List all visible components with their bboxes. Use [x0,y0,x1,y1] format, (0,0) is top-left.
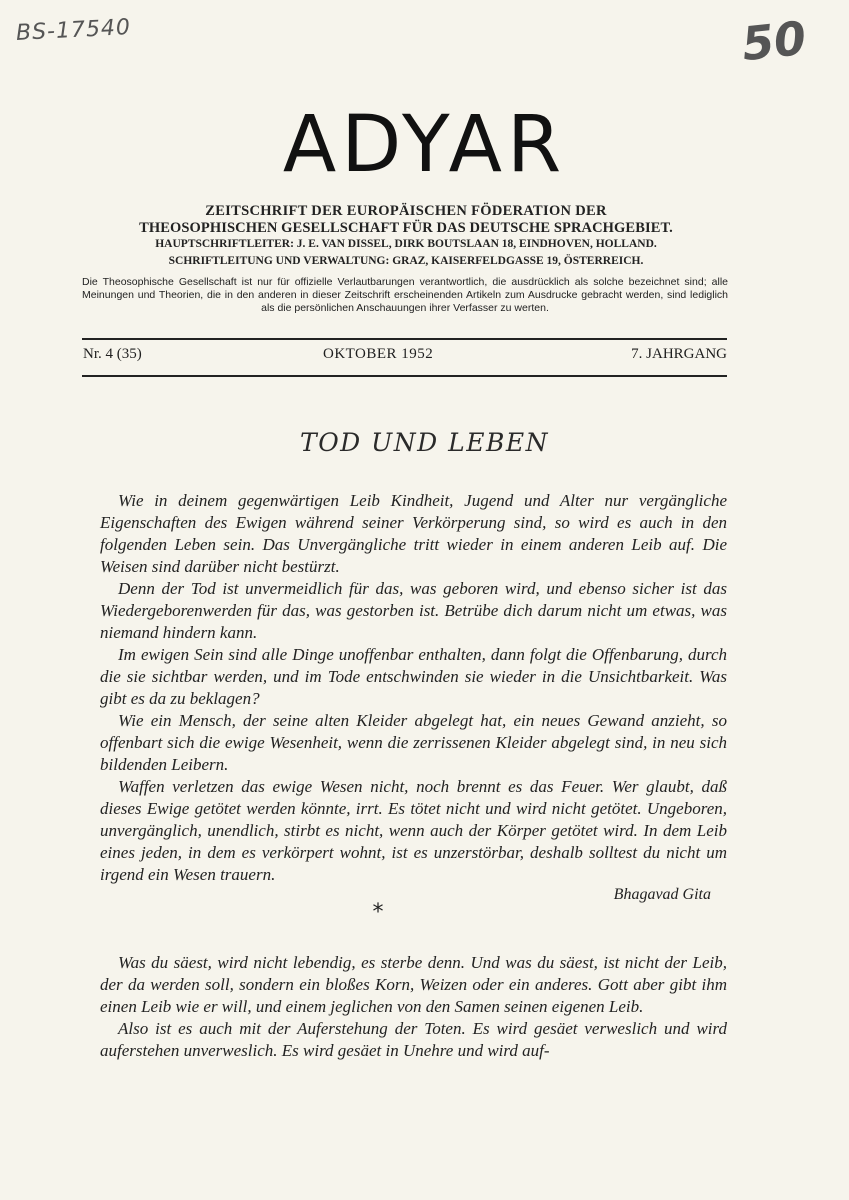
handwritten-number: 50 [739,10,809,72]
issue-volume: 7. JAHRGANG [631,346,727,362]
issue-date: OKTOBER 1952 [323,346,434,362]
paragraph: Wie ein Mensch, der seine alten Kleider abgelegt hat, ein neues Gewand anzieht, so offenbart sich die ewige Wesenheit, wenn die zerrissenen Kleider abgelegt sind, in neu sich bildenden Leibern. [100,711,727,774]
article-body-2 [100,952,727,1062]
paragraph: Was du säest, wird nicht lebendig, es sterbe denn. Und was du säest, ist nicht der Leib, der da werden soll, sondern ein bloßes Korn, Weizen oder ein anderes. Gott aber gibt ihm einen Leib wie er will, und einem jeglichen von den Samen seinen eigenen Leib. [100,953,727,1016]
article-body-1 [100,490,727,886]
paragraph: Denn der Tod ist unvermeidlich für das, was geboren wird, und ebenso sicher ist das Wiedergeborenwerden für das, was gestorben ist. Betrübe dich darum nicht um etwas, was niemand hindern kann. [100,579,727,642]
subtitle-line-1: ZEITSCHRIFT DER EUROPÄISCHEN FÖDERATION DER [205,203,607,219]
divider-top [82,338,727,340]
disclaimer: Die Theosophische Gesellschaft ist nur für offizielle Verlautbarungen verantwortlich, die ausdrücklich als solche bezeichnet sind; alle Meinungen und Theorien, die in den anderen in dieser Zeitschrift erscheinenden Artikeln zum Ausdrucke gebracht werden, sind lediglich als die persönlichen Anschauungen ihrer Verfasser zu werten. [82,276,728,314]
masthead-title: ADYAR [282,100,567,190]
attribution: Bhagavad Gita [613,886,711,903]
article-title: TOD UND LEBEN [300,428,549,457]
paragraph: Wie in deinem gegenwärtigen Leib Kindheit, Jugend und Alter nur vergängliche Eigenschaften des Ewigen während seiner Verkörperung sind, so wird es auch in den folgenden Leben sein. Das Unvergängliche tritt wieder in einem anderen Leib auf. Die Weisen sind darüber nicht bestürzt. [100,491,727,576]
subtitle-line-2: THEOSOPHISCHEN GESELLSCHAFT FÜR DAS DEUTSCHE SPRACHGEBIET. [139,220,673,236]
section-separator: * [372,900,384,925]
divider-bottom [82,375,727,377]
handwritten-signature: BS-17540 [15,15,132,46]
paragraph: Im ewigen Sein sind alle Dinge unoffenbar enthalten, dann folgt die Offenbarung, durch die sie sichtbar werden, und im Tode entschwinden sie wieder in die Unsichtbarkeit. Was gibt es da zu beklagen? [100,645,727,708]
editor-line: HAUPTSCHRIFTLEITER: J. E. VAN DISSEL, DIRK BOUTSLAAN 18, EINDHOVEN, HOLLAND. [155,238,657,250]
issue-number: Nr. 4 (35) [83,346,142,362]
paragraph: Also ist es auch mit der Auferstehung der Toten. Es wird gesäet verweslich und wird auferstehen unverweslich. Es wird gesäet in Unehre und wird auf- [100,1019,727,1060]
paragraph: Waffen verletzen das ewige Wesen nicht, noch brennt es das Feuer. Wer glaubt, daß dieses Ewige getötet werden könnte, irrt. Es tötet nicht und wird nicht getötet. Ungeboren, unvergänglich, unendlich, stirbt es nicht, wenn auch der Körper getötet wird. In dem Leib eines jeden, in dem es verkörpert wohnt, ist es unzerstörbar, deshalb solltest du nicht um irgend ein Wesen trauern. [100,777,727,884]
office-line: SCHRIFTLEITUNG UND VERWALTUNG: GRAZ, KAISERFELDGASSE 19, ÖSTERREICH. [168,255,644,267]
